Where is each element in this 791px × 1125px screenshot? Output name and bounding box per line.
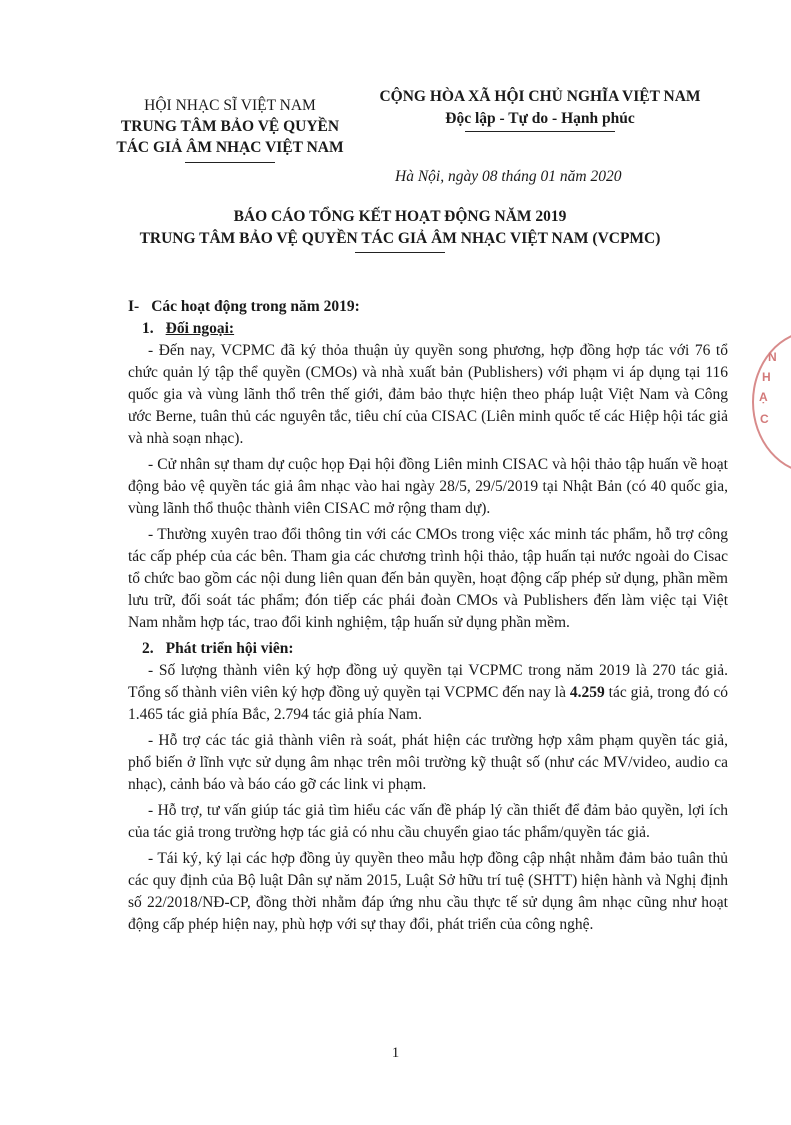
paragraph: - Đến nay, VCPMC đã ký thỏa thuận ủy quyền song phương, hợp đồng hợp tác với 76 tổ chức quản lý tập thể quyền (CMOs) và nhà xuất bản (Publishers) với phạm vi áp dụng tại 116 quốc gia và vùng lãnh thổ trên thế giới, đảm bảo thực hiện theo pháp luật Việt Nam và Công ước Berne, tuân thủ các nguyên tắc, tiêu chí của CISAC (Liên minh quốc tế các Hiệp hội tác giả và nhà soạn nhạc). <box>128 342 728 447</box>
stamp-letter: Ạ <box>759 390 768 404</box>
text-run: tác giả, trong đó có 1.465 tác giả phía Bắc, 2.794 tác giả phía Nam. <box>128 684 728 723</box>
title-line-2: TRUNG TÂM BẢO VỆ QUYỀN TÁC GIẢ ÂM NHẠC VIỆT NAM (VCPMC) <box>139 230 661 247</box>
member-count: 4.259 <box>569 684 605 701</box>
section-number: I- <box>128 298 140 315</box>
title-line-1: BÁO CÁO TỔNG KẾT HOẠT ĐỘNG NĂM 2019 <box>233 208 567 225</box>
org-line-3: TÁC GIẢ ÂM NHẠC VIỆT NAM <box>116 139 344 156</box>
subsection-number: 2. <box>142 640 154 657</box>
national-header <box>355 86 725 132</box>
subsection-title: Phát triển hội viên: <box>165 640 294 657</box>
text-run: - Số lượng thành viên ký hợp đồng uỷ quyền tại VCPMC trong năm 2019 là 270 tác giả. Tổng số thành viên viên ký hợp đồng uỷ quyền tại VCPMC đến nay là <box>128 662 728 701</box>
subsection-title: Đối ngoại: <box>165 320 235 337</box>
stamp-letter: C <box>760 412 769 426</box>
document-date: Hà Nội, ngày 08 tháng 01 năm 2020 <box>395 168 622 185</box>
paragraph: - Tái ký, ký lại các hợp đồng ủy quyền theo mẫu hợp đồng cập nhật nhằm đảm bảo tuân thủ các quy định của Bộ luật Dân sự năm 2015, Luật Sở hữu trí tuệ (SHTT) hiện hành và Nghị định số 22/2018/NĐ-CP, đồng thời nhằm đáp ứng nhu cầu thực tế sử dụng âm nhạc cũng như hoạt động cấp phép hiện nay, phù hợp với sự thay đổi, phát triển của công nghệ. <box>128 850 728 933</box>
nation-line-1: CỘNG HÒA XÃ HỘI CHỦ NGHĨA VIỆT NAM <box>379 88 701 105</box>
stamp-letter: H <box>762 370 771 384</box>
org-underline <box>185 162 275 163</box>
motto-underline <box>465 131 615 132</box>
nation-motto: Độc lập - Tự do - Hạnh phúc <box>445 110 635 127</box>
subsection-2-heading <box>142 638 728 660</box>
document-title <box>70 206 730 253</box>
paragraph: - Cử nhân sự tham dự cuộc họp Đại hội đồng Liên minh CISAC và hội thảo tập huấn về hoạt động bảo vệ quyền tác giả âm nhạc vào hai ngày 28/5, 29/5/2019 tại Nhật Bản (có 40 quốc gia, vùng lãnh thổ thuộc thành viên CISAC mở rộng tham dự). <box>128 456 728 517</box>
organization-header <box>90 95 370 163</box>
stamp-letter: N <box>768 350 777 364</box>
section-1-heading <box>128 296 728 318</box>
subsection-number: 1. <box>142 320 154 337</box>
org-line-1: HỘI NHẠC SĨ VIỆT NAM <box>144 97 316 114</box>
paragraph: - Hỗ trợ các tác giả thành viên rà soát, phát hiện các trường hợp xâm phạm quyền tác giả, phổ biến ở lĩnh vực sử dụng âm nhạc trên môi trường kỹ thuật số (như các MV/video, audio ca nhạc), cảnh báo và báo cáo gỡ các link vi phạm. <box>128 732 728 793</box>
paragraph: - Thường xuyên trao đổi thông tin với các CMOs trong việc xác minh tác phẩm, hỗ trợ công tác cấp phép của các bên. Tham gia các chương trình hội thảo, tập huấn tại nước ngoài do Cisac tổ chức bao gồm các nội dung liên quan đến bản quyền, hoạt động cấp phép sử dụng, phần mềm lưu trữ, đối soát tác phẩm; đón tiếp các phái đoàn CMOs và Publishers đến làm việc tại Việt Nam nhằm hợp tác, trao đổi kinh nghiệm, tập huấn sử dụng phần mềm. <box>128 526 728 631</box>
section-title: Các hoạt động trong năm 2019: <box>151 298 360 315</box>
red-seal-stamp <box>752 330 791 474</box>
document-body <box>128 296 728 936</box>
org-line-2: TRUNG TÂM BẢO VỆ QUYỀN <box>120 118 340 135</box>
page-number: 1 <box>391 1045 400 1061</box>
paragraph: - Hỗ trợ, tư vấn giúp tác giả tìm hiểu các vấn đề pháp lý cần thiết để đảm bảo quyền, lợi ích của tác giả trong trường hợp tác giả có nhu cầu chuyển giao tác phẩm/quyền tác giả. <box>128 802 728 841</box>
title-underline <box>355 252 445 253</box>
subsection-1-heading <box>142 318 728 340</box>
paragraph <box>128 660 728 726</box>
